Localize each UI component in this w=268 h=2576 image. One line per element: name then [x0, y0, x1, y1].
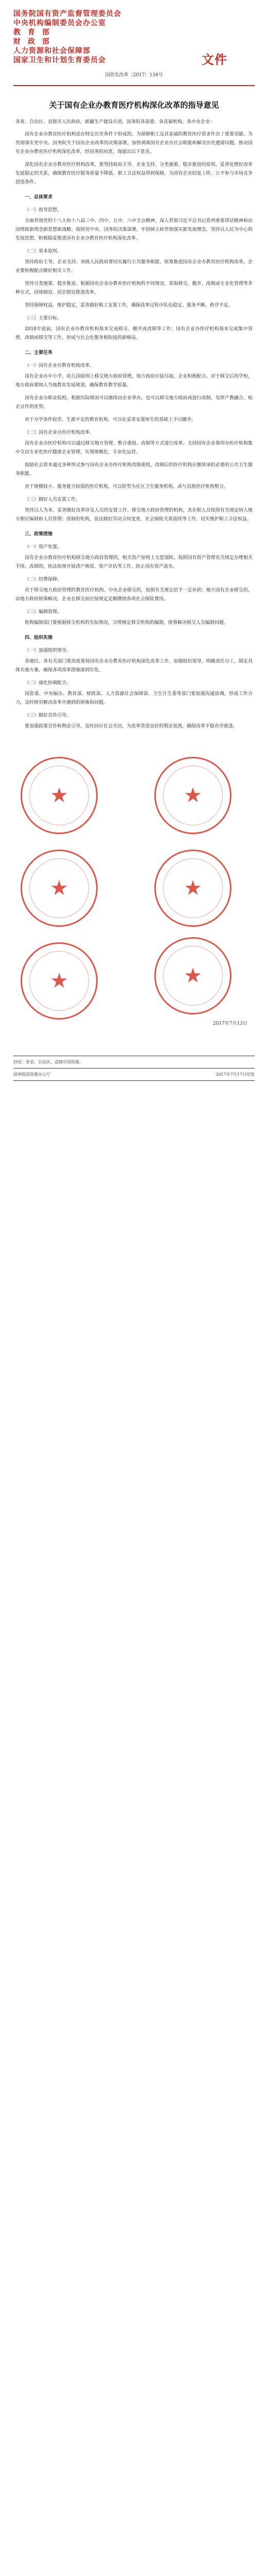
paragraph: 坚持政府主导、企业支持。各级人民政府要切实履行公共服务职能，统筹推进国有企业办教育医疗机构改革，企业要积极配合做好相关工作。 [15, 260, 253, 274]
issuer-name: 教育部 [13, 28, 57, 37]
sub-heading: （三）做好宣传引导。 [25, 713, 72, 718]
document-header [0, 0, 268, 82]
sub-heading: （一）国有企业办教育机构改革。 [25, 363, 95, 368]
sections-container [15, 193, 253, 731]
sub-heading: （三）编制管理。 [25, 609, 62, 615]
paragraph: 全面贯彻党的十八大和十八届三中、四中、五中、六中全会精神，深入贯彻习近平总书记系列重要讲话精神和治国理政新理念新思想新战略，按照党中央、国务院决策部署，牢固树立和贯彻落实新发展理念，坚持以人民为中心的发展思想，积极稳妥推进国有企业办教育医疗机构深化改革。 [15, 218, 253, 241]
paragraph: 坚持保障权益、维护稳定。妥善做好职工安置工作，确保改革过程中队伍稳定、服务不断、秩序不乱。 [25, 303, 234, 308]
sub-heading: （二）强化协调配合。 [25, 681, 72, 686]
document-page [0, 0, 268, 1101]
footer-issuer: 国务院国资委办公厅 [13, 1072, 50, 1077]
section-heading: 二、主要任务 [25, 350, 53, 355]
paragraph: 国有企业办中小学、幼儿园原则上移交地方政府管理，地方政府应接尽接，企业积极配合。对于移交后的学校，地方政府要纳入当地教育发展规划，确保教育教学质量。 [15, 374, 253, 388]
header-divider [13, 85, 255, 86]
official-seal [154, 937, 231, 1014]
sub-heading: （一）加强组织领导。 [25, 648, 72, 653]
paragraph: 鼓励社会资本通过多种形式参与国有企业办医疗机构改制重组，改制后的医疗机构应继续承担必要的公共卫生服务职能。 [15, 463, 253, 477]
paragraph: 要加强政策宣传和舆论引导，及时回应社会关切，为改革营造良好的舆论氛围，确保改革平稳有序推进。 [25, 724, 238, 729]
issuer-name: 财政部 [13, 38, 57, 46]
official-seal [154, 850, 231, 927]
document-title: 关于国有企业办教育医疗机构深化改革的指导意见 [49, 100, 219, 110]
paragraph: 对于规模较小、服务能力较弱的医疗机构，可以转型为社区卫生服务机构，或与其他医疗机构整合。 [25, 484, 229, 489]
seals-area [0, 747, 268, 1035]
paragraph: 对于办学条件较差、生源不足的教育机构，可以在妥善安置师生的基础上予以撤并。 [25, 417, 196, 422]
official-seal [154, 757, 231, 834]
paragraph: 2018年底前，国有企业办教育机构基本完成移交、撤并或改制等工作；国有企业办医疗机构基本完成集中管理、改制或移交等工作，形成与社会化服务相衔接的新格局。 [15, 327, 253, 341]
paragraph: 各地区、各有关部门要高度重视国有企业办教育医疗机构深化改革工作，加强组织领导，明确责任分工，制定具体实施方案，确保各项改革措施落到实处。 [15, 659, 253, 673]
official-seal [21, 757, 98, 834]
footer-cc [13, 1056, 255, 1069]
footer-print [13, 1069, 255, 1081]
sub-heading: （一）指导思想。 [25, 208, 62, 213]
sub-heading: （三）主要目标。 [25, 316, 62, 321]
paragraph: 坚持分类施策、稳步推进。根据国有企业办教育医疗机构的不同情况，采取移交、撤并、改制或专业化管理等多种方式，因地制宜、因企制宜推进改革。 [15, 281, 253, 295]
official-seal [21, 942, 98, 1020]
issuer-name: 人力资源和社会保障部 [13, 47, 91, 55]
paragraph: 国有企业办职业院校，根据实际情况可以继续由企业举办，也可以移交地方政府或进行改制，发挥产教融合、校企合作的优势。 [15, 396, 253, 410]
footer-cc-text: 抄送：各省、自治区、直辖市国资委。 [13, 1060, 83, 1064]
sub-heading: （二）基本原则。 [25, 249, 62, 254]
document-body [0, 118, 268, 731]
paragraph: 坚持以人为本，妥善做好改革涉及人员的安置工作。移交地方政府管理的机构，其在职人员按照有关规定纳入地方相应编制和人员管理；改制的机构，依法做好劳动合同变更、社会保险关系接续等工作，切实维护职工合法权益。 [15, 508, 253, 522]
issuer-name: 国家卫生和计划生育委员会 [13, 56, 106, 64]
official-seal [21, 850, 98, 927]
issue-date: 2017年7月13日 [212, 1021, 247, 1026]
issuer-name: 国务院国有资产监督管理委员会 [13, 10, 121, 18]
sub-heading: （一）资产处置。 [25, 545, 62, 550]
paragraph: 国资委、中央编办、教育部、财政部、人力资源社会保障部、卫生计生委等部门要加强沟通协调，形成工作合力，及时研究解决改革中遇到的困难和问题。 [15, 691, 253, 705]
paragraph: 深化国有企业办教育医疗机构改革，要坚持政府主导、企业支持、分类施策、稳步推进的原则，妥善处理好改革发展稳定的关系，确保教育医疗服务质量不降低、职工合法权益得到保障，为国有企业轻装上阵、公平参与市场竞争创造条件。 [15, 162, 253, 185]
paragraph: 国有企业办教育医疗机构移交地方政府管理的，相关资产原则上无偿划转，按照国有资产管理有关规定办理相关手续。改制的，依法依规开展清产核资、资产评估等工作，防止国有资产流失。 [15, 555, 253, 569]
recipients: 各省、自治区、直辖市人民政府，新疆生产建设兵团，国务院各部委、各直属机构，各中央企业： [15, 120, 215, 125]
sub-heading: （三）做好人员安置工作。 [25, 497, 81, 502]
section-heading: 三、政策措施 [25, 532, 53, 537]
document-label: 文件 [202, 52, 227, 67]
footer-print-date: 2017年7月17日印发 [216, 1072, 255, 1077]
paragraph: 对于移交地方政府管理的教育医疗机构，中央企业移交的，按照有关规定给予一定补助；地方国有企业移交的，由地方政府统筹解决。企业在移交前应按规定足额缴纳各项社会保险费用。 [15, 588, 253, 602]
section-heading: 四、组织实施 [25, 635, 53, 640]
paragraph: 机构编制部门要根据移交机构的实际情况，合理核定移交机构的编制，统筹解决移交人员编制问题。 [25, 620, 229, 625]
paragraph: 国有企业办教育医疗机构是在特定历史条件下形成的，为保障职工及其家属的教育医疗需求作出了重要贡献。为贯彻落实党中央、国务院关于国有企业改革的决策部署，加快剥离国有企业办社会职能和解决历史遗留问题，推动国有企业办教育医疗机构深化改革，经国务院同意，现提出以下意见。 [15, 132, 253, 155]
sub-heading: （二）国有企业办医疗机构改革。 [25, 430, 95, 435]
section-heading: 一、总体要求 [25, 195, 53, 200]
document-number: 国资发改革〔2017〕134号 [105, 73, 163, 78]
sub-heading: （二）经费保障。 [25, 577, 62, 582]
issuer-name: 中央机构编制委员会办公室 [13, 19, 106, 27]
paragraph: 国有企业办医疗机构可以通过移交地方管理、整合重组、改制等方式进行改革。支持国有企业将所办医疗机构集中交由专业化医疗健康企业管理，实现规模化、专业化运营。 [15, 441, 253, 455]
